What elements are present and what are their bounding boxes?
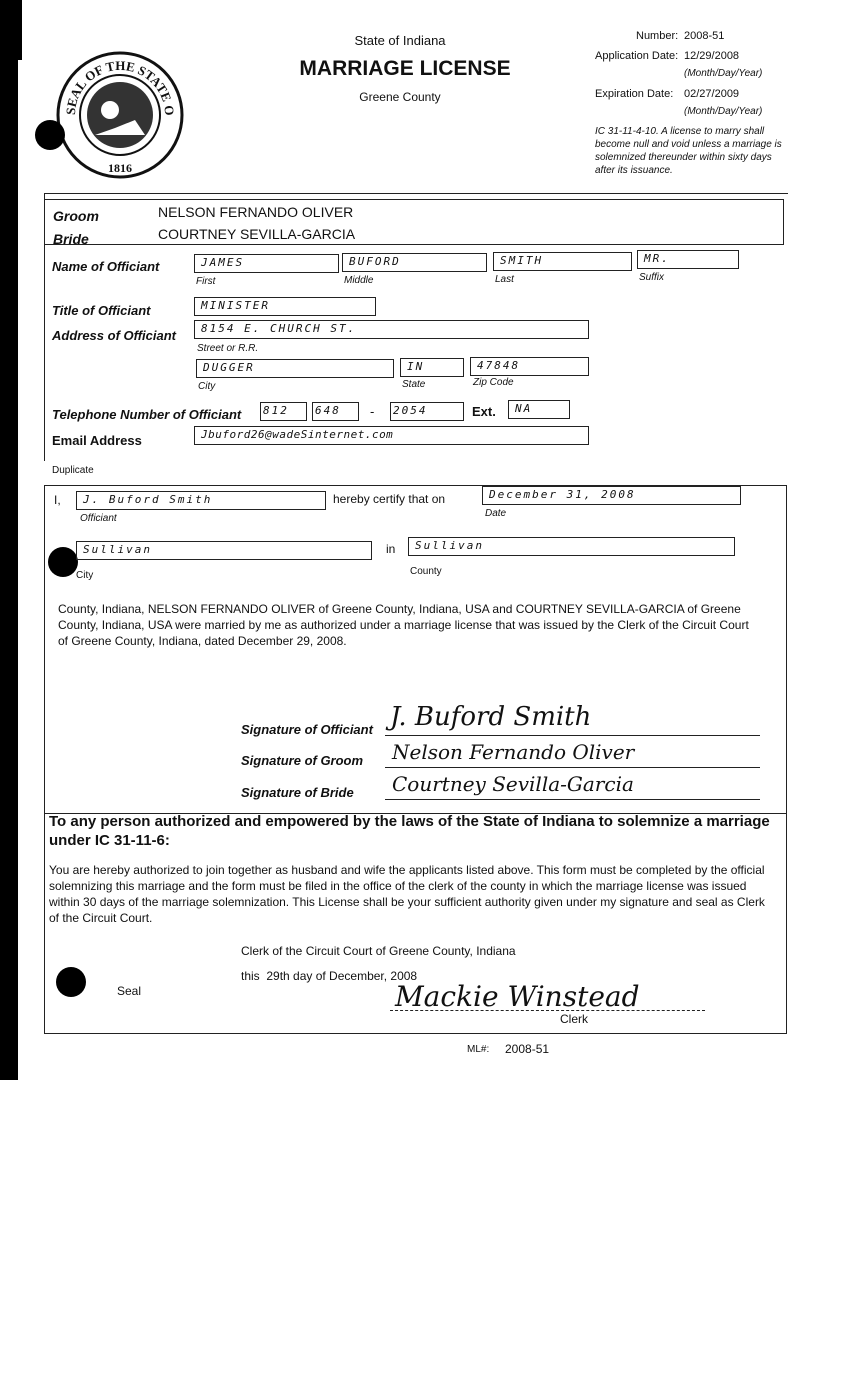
officiant-address-label: Address of Officiant bbox=[52, 328, 177, 343]
ml-number: 2008-51 bbox=[505, 1042, 550, 1056]
groom-name: NELSON FERNANDO OLIVER bbox=[158, 204, 354, 220]
certify-date-field[interactable] bbox=[482, 486, 741, 505]
certify-in: in bbox=[386, 542, 396, 556]
phone-line-field[interactable] bbox=[390, 402, 464, 421]
ext-field[interactable] bbox=[508, 400, 570, 419]
certify-i: I, bbox=[54, 493, 61, 507]
email-label: Email Address bbox=[52, 433, 142, 448]
phone-prefix: 648 bbox=[315, 404, 341, 417]
last-caption: Last bbox=[495, 274, 514, 285]
first-caption: First bbox=[196, 276, 216, 287]
couple-box bbox=[44, 199, 784, 245]
authority-body: You are hereby authorized to join together as husband and wife the applicants listed above. This form must be completed by the official solemnizing this marriage and the form must be filed in the office of the clerk of the county in which the marriage license was issued within 30 days of the marriage solemnization. This License shall be your sufficient authority given under my signature and seal as Clerk of the Circuit Court. bbox=[49, 863, 765, 925]
seal-label: Seal bbox=[117, 984, 142, 998]
state-caption: State bbox=[402, 379, 426, 390]
ml-label: ML#: bbox=[467, 1044, 490, 1055]
officiant-caption: Officiant bbox=[80, 513, 117, 524]
application-date-label: Application Date: bbox=[595, 50, 679, 62]
city-caption: City bbox=[198, 381, 216, 392]
groom-signature-label: Signature of Groom bbox=[241, 753, 364, 768]
suffix-caption: Suffix bbox=[639, 272, 665, 283]
clerk-label: Clerk bbox=[560, 1012, 589, 1026]
zip-field[interactable] bbox=[470, 357, 589, 376]
ext-label: Ext. bbox=[472, 404, 496, 419]
scan-edge bbox=[0, 0, 18, 1080]
officiant-last: SMITH bbox=[500, 254, 544, 267]
phone-area: 812 bbox=[263, 404, 289, 417]
punch-hole bbox=[35, 120, 65, 150]
certify-frame bbox=[44, 485, 787, 814]
certify-county: Sullivan bbox=[415, 539, 484, 552]
state-seal bbox=[55, 50, 185, 180]
bride-name: COURTNEY SEVILLA-GARCIA bbox=[158, 226, 356, 242]
certify-text: hereby certify that on bbox=[333, 492, 446, 506]
phone-line: 2054 bbox=[393, 404, 428, 417]
zip-caption: Zip Code bbox=[473, 377, 514, 388]
number-label: Number: bbox=[636, 30, 679, 42]
page-title: MARRIAGE LICENSE bbox=[299, 57, 511, 80]
certify-officiant-field[interactable] bbox=[76, 491, 326, 510]
groom-signature: Nelson Fernando Oliver bbox=[392, 740, 635, 764]
county-caption: County bbox=[410, 566, 442, 577]
officiant-email: Jbuford26@wadeSinternet.com bbox=[201, 428, 394, 441]
seal-ring-text: SEAL OF THE STATE O bbox=[62, 57, 178, 117]
certify-date: December 31, 2008 bbox=[489, 488, 636, 501]
clerk-of: Clerk of the Circuit Court of Greene County, Indiana bbox=[241, 944, 516, 958]
bride-signature-line bbox=[385, 799, 760, 800]
county-name: Greene County bbox=[359, 90, 441, 104]
officiant-signature: J. Buford Smith bbox=[390, 702, 592, 732]
bride-label: Bride bbox=[53, 231, 89, 247]
punch-hole bbox=[48, 547, 78, 577]
city-field[interactable] bbox=[196, 359, 394, 378]
duplicate-label: Duplicate bbox=[52, 465, 94, 476]
certify-officiant: J. Buford Smith bbox=[83, 493, 213, 506]
phone-area-field[interactable] bbox=[260, 402, 307, 421]
phone-ext: NA bbox=[515, 402, 533, 415]
officiant-last-field[interactable] bbox=[493, 252, 632, 271]
clerk-signature: Mackie Winstead bbox=[395, 980, 640, 1013]
street-field[interactable] bbox=[194, 320, 589, 339]
certify-statement: County, Indiana, NELSON FERNANDO OLIVER of Greene County, Indiana, USA and COURTNEY SEVILLA-GARCIA of Greene County, Indiana, USA were married by me as authorized under a marriage license that was issued by the Clerk of the Circuit Court of Greene County, Indiana, dated December 29, 2008. bbox=[58, 602, 749, 648]
date-caption: Date bbox=[485, 508, 507, 519]
date-format-hint: (Month/Day/Year) bbox=[684, 68, 763, 79]
street-caption: Street or R.R. bbox=[197, 343, 259, 354]
expiration-date-label: Expiration Date: bbox=[595, 88, 674, 100]
scan-edge-top bbox=[0, 0, 22, 60]
certify-county-field[interactable] bbox=[408, 537, 735, 556]
clerk-signature-line bbox=[390, 1010, 705, 1011]
application-date: 12/29/2008 bbox=[684, 50, 740, 62]
officiant-first: JAMES bbox=[201, 256, 245, 269]
officiant-signature-line bbox=[385, 735, 760, 736]
expiration-date: 02/27/2009 bbox=[684, 88, 740, 100]
state-field[interactable] bbox=[400, 358, 464, 377]
seal-year: 1816 bbox=[108, 161, 132, 175]
bride-signature-label: Signature of Bride bbox=[241, 785, 354, 800]
email-field[interactable] bbox=[194, 426, 589, 445]
license-number: 2008-51 bbox=[684, 30, 725, 42]
officiant-city: DUGGER bbox=[203, 361, 255, 374]
officiant-title-field[interactable] bbox=[194, 297, 376, 316]
officiant-street: 8154 E. CHURCH ST. bbox=[201, 322, 357, 335]
statute-note: IC 31-11-4-10. A license to marry shall become null and void unless a marriage is solemnized thereunder within sixty days after its issuance. bbox=[595, 126, 782, 176]
officiant-name-label: Name of Officiant bbox=[52, 259, 160, 274]
phone-dash: - bbox=[370, 404, 375, 419]
groom-label: Groom bbox=[53, 208, 99, 224]
officiant-middle: BUFORD bbox=[349, 255, 401, 268]
city-caption: City bbox=[76, 570, 94, 581]
groom-signature-line bbox=[385, 767, 760, 768]
officiant-suffix-field[interactable] bbox=[637, 250, 739, 269]
officiant-first-field[interactable] bbox=[194, 254, 339, 273]
certify-city: Sullivan bbox=[83, 543, 152, 556]
officiant-zip: 47848 bbox=[477, 359, 521, 372]
officiant-suffix: MR. bbox=[644, 252, 670, 265]
state-name: State of Indiana bbox=[354, 33, 446, 48]
phone-label: Telephone Number of Officiant bbox=[52, 407, 242, 422]
date-format-hint: (Month/Day/Year) bbox=[684, 106, 763, 117]
officiant-middle-field[interactable] bbox=[342, 253, 487, 272]
issue-date-line: this 29th day of December, 2008 bbox=[241, 969, 418, 983]
authority-heading: To any person authorized and empowered by the laws of the State of Indiana to solemnize a marriage under IC 31-11-6: bbox=[49, 813, 770, 849]
officiant-title: MINISTER bbox=[201, 299, 270, 312]
bride-signature: Courtney Sevilla-Garcia bbox=[392, 772, 634, 796]
certify-city-field[interactable] bbox=[76, 541, 372, 560]
officiant-state: IN bbox=[407, 360, 425, 373]
phone-prefix-field[interactable] bbox=[312, 402, 359, 421]
officiant-signature-label: Signature of Officiant bbox=[241, 722, 373, 737]
officiant-title-label: Title of Officiant bbox=[52, 303, 151, 318]
punch-hole bbox=[56, 967, 86, 997]
middle-caption: Middle bbox=[344, 275, 374, 286]
